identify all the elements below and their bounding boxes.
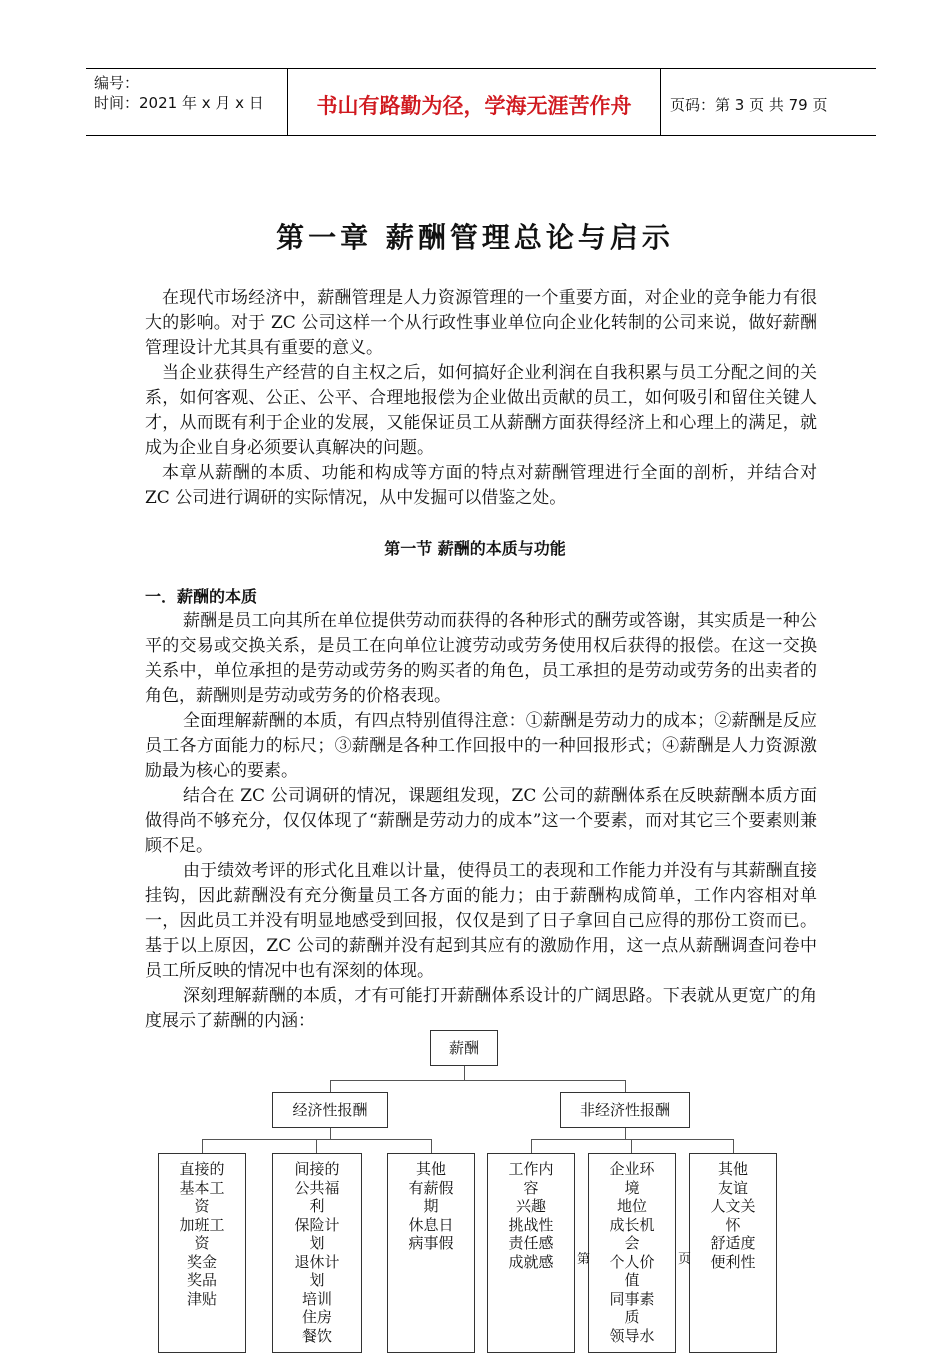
footer-page-prefix: 第 [577, 1252, 591, 1267]
diagram-leaf-line: 人文关 [710, 1197, 756, 1215]
diagram-leaf-other-noneconomic [689, 1153, 777, 1353]
diagram-connector [330, 1080, 625, 1081]
diagram-leaf-line: 资 [194, 1197, 210, 1215]
intro-paragraph-1: 在现代市场经济中，薪酬管理是人力资源管理的一个重要方面，对企业的竞争能力有很大的影响。对于 ZC 公司这样一个从行政性事业单位向企业化转制的公司来说，做好薪酬管理设计尤其具有重要的意义。 [145, 288, 817, 358]
diagram-connector [531, 1139, 733, 1140]
diagram-connector [202, 1139, 432, 1140]
body-paragraph-5: 深刻理解薪酬的本质，才有可能打开薪酬体系设计的广阔思路。下表就从更宽广的角度展示了薪酬的内涵： [145, 986, 817, 1031]
header-motto: 书山有路勤为径，学海无涯苦作舟 [316, 94, 632, 118]
diagram-leaf-line: 工作内 [508, 1160, 554, 1178]
diagram-leaf-line: 津贴 [186, 1289, 217, 1308]
diagram-connector [625, 1080, 626, 1092]
diagram-connector [531, 1139, 532, 1153]
diagram-leaf-line: 挑战性 [508, 1215, 554, 1234]
diagram-leaf-line: 境 [624, 1178, 640, 1197]
diagram-leaf-line: 基本工 [179, 1178, 225, 1197]
diagram-leaf-line: 期 [423, 1197, 439, 1215]
diagram-leaf-line: 兴趣 [515, 1197, 546, 1215]
diagram-leaf-line: 领导水 [609, 1326, 655, 1345]
diagram-leaf-line: 奖金 [186, 1252, 217, 1271]
diagram-leaf-work-content [487, 1153, 575, 1353]
diagram-leaf-line: 住房 [301, 1308, 332, 1326]
diagram-leaf-line: 划 [309, 1234, 325, 1252]
diagram-leaf-line: 退休计 [294, 1252, 340, 1271]
diagram-leaf-line: 加班工 [179, 1215, 225, 1234]
diagram-leaf-line: 休息日 [408, 1215, 454, 1234]
diagram-noneconomic-label: 非经济性报酬 [579, 1101, 670, 1119]
diagram-connector [733, 1139, 734, 1153]
header-number-label: 编号： [94, 74, 140, 92]
body-paragraph-4: 由于绩效考评的形式化且难以计量，使得员工的表现和工作能力并没有与其薪酬直接挂钩，因此薪酬没有充分衡量员工各方面的能力；由于薪酬构成简单，工作内容相对单一，因此员工并没有明显地感受到回报，仅仅是到了日子拿回自己应得的那份工资而已。基于以上原因，ZC 公司的薪酬并没有起到其应有的激励作用，这一点从薪酬调查问卷中员工所反映的情况中也有深刻的体现。 [145, 861, 817, 981]
body-paragraph-3: 结合在 ZC 公司调研的情况，课题组发现，ZC 公司的薪酬体系在反映薪酬本质方面做得尚不够充分，仅仅体现了“薪酬是劳动力的成本”这一个要素，而对其它三个要素则兼顾不足。 [145, 786, 817, 856]
subsection-title: 一．薪酬的本质 [145, 587, 258, 606]
diagram-leaf-line: 地位 [616, 1197, 647, 1215]
diagram-connector [316, 1139, 317, 1153]
diagram-leaf-line: 划 [309, 1271, 325, 1289]
diagram-connector [631, 1139, 632, 1153]
diagram-leaf-line: 企业环 [609, 1160, 655, 1178]
diagram-leaf-line: 公共福 [294, 1178, 340, 1197]
diagram-leaf-line: 病事假 [408, 1234, 454, 1252]
header-divider-right [660, 68, 661, 136]
diagram-noneconomic-box [560, 1092, 690, 1128]
diagram-leaf-line: 值 [624, 1271, 640, 1289]
footer-page-suffix: 页 [678, 1252, 692, 1267]
diagram-leaf-line: 便利性 [710, 1252, 756, 1271]
diagram-leaf-line: 同事素 [609, 1289, 655, 1308]
header-bottom-rule [86, 135, 876, 136]
diagram-root-box [430, 1030, 498, 1066]
section-title: 第一节 薪酬的本质与功能 [384, 539, 566, 558]
diagram-leaf-line: 其他 [415, 1160, 446, 1178]
diagram-leaf-line: 友谊 [717, 1178, 748, 1197]
chapter-title: 第一章 薪酬管理总论与启示 [276, 221, 674, 254]
diagram-leaf-company-environment [588, 1153, 676, 1353]
diagram-leaf-line: 舒适度 [710, 1234, 756, 1252]
diagram-economic-label: 经济性报酬 [292, 1101, 368, 1119]
diagram-leaf-other-economic [387, 1153, 475, 1353]
diagram-leaf-line: 成就感 [508, 1252, 554, 1271]
diagram-leaf-line: 保险计 [294, 1215, 340, 1234]
diagram-leaf-line: 会 [624, 1234, 640, 1252]
header-time-label: 时间：2021 年 x 月 x 日 [94, 94, 264, 112]
diagram-connector [202, 1139, 203, 1153]
diagram-root-label: 薪酬 [448, 1039, 479, 1057]
diagram-leaf-line: 利 [309, 1197, 325, 1215]
diagram-leaf-line: 奖品 [186, 1271, 217, 1289]
intro-paragraph-3: 本章从薪酬的本质、功能和构成等方面的特点对薪酬管理进行全面的剖析，并结合对 ZC 公司进行调研的实际情况，从中发掘可以借鉴之处。 [145, 463, 817, 508]
diagram-leaf-line: 资 [194, 1234, 210, 1252]
diagram-leaf-line: 个人价 [609, 1252, 655, 1271]
diagram-leaf-line: 责任感 [508, 1234, 554, 1252]
body-paragraph-2: 全面理解薪酬的本质，有四点特别值得注意：①薪酬是劳动力的成本；②薪酬是反应员工各方面能力的标尺；③薪酬是各种工作回报中的一种回报形式；④薪酬是人力资源激励最为核心的要素。 [145, 711, 817, 781]
body-paragraph-1: 薪酬是员工向其所在单位提供劳动而获得的各种形式的酬劳或答谢，其实质是一种公平的交易或交换关系，是员工在向单位让渡劳动或劳务使用权后获得的报偿。在这一交换关系中，单位承担的是劳动或劳务的购买者的角色，员工承担的是劳动或劳务的出卖者的角色，薪酬则是劳动或劳务的价格表现。 [145, 611, 817, 706]
diagram-connector [464, 1066, 465, 1080]
diagram-connector [431, 1139, 432, 1153]
diagram-leaf-line: 培训 [301, 1289, 332, 1308]
diagram-leaf-direct [158, 1153, 246, 1353]
diagram-leaf-line: 有薪假 [408, 1178, 454, 1197]
diagram-connector [330, 1128, 331, 1139]
diagram-leaf-line: 质 [624, 1308, 640, 1326]
diagram-leaf-line: 容 [523, 1178, 539, 1197]
header-page-info: 页码：第 3 页 共 79 页 [670, 96, 828, 114]
diagram-leaf-line: 成长机 [609, 1215, 655, 1234]
diagram-leaf-line: 其他 [717, 1160, 748, 1178]
diagram-connector [625, 1128, 626, 1139]
diagram-connector [330, 1080, 331, 1092]
diagram-leaf-line: 直接的 [179, 1160, 225, 1178]
intro-paragraph-2: 当企业获得生产经营的自主权之后，如何搞好企业利润在自我积累与员工分配之间的关系，如何客观、公正、公平、合理地报偿为企业做出贡献的员工，如何吸引和留住关键人才，从而既有利于企业的发展，又能保证员工从薪酬方面获得经济上和心理上的满足，就成为企业自身必须要认真解决的问题。 [145, 363, 817, 458]
diagram-leaf-line: 餐饮 [301, 1326, 332, 1345]
header-top-rule [86, 68, 876, 69]
diagram-leaf-line: 怀 [725, 1215, 741, 1234]
diagram-leaf-line: 间接的 [294, 1160, 340, 1178]
diagram-leaf-indirect [272, 1153, 362, 1353]
diagram-economic-box [272, 1092, 388, 1128]
